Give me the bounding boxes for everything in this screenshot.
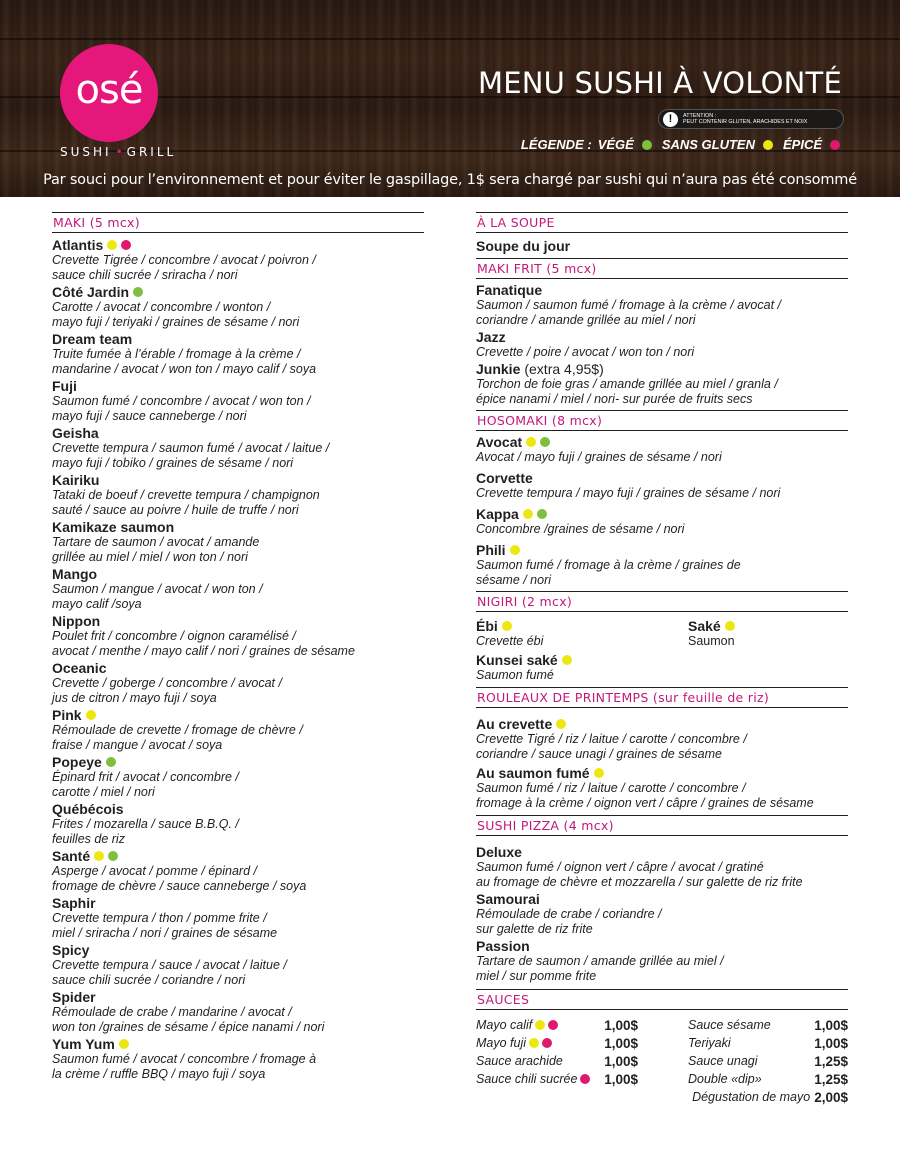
item-desc: Truite fumée à l’érable / fromage à la crème / mandarine / avocat / won ton / mayo calif / soya	[52, 347, 317, 376]
sauce-name: Mayo fuji	[476, 1036, 552, 1050]
section-soupe: À LA SOUPE	[476, 212, 848, 233]
list-item	[52, 566, 424, 612]
sauce-name: Sauce unagi	[688, 1054, 758, 1068]
list-item	[476, 361, 848, 407]
sauce-name: Double «dip»	[688, 1072, 762, 1086]
right-column	[476, 212, 848, 1106]
section-rouleaux: ROULEAUX DE PRINTEMPS (sur feuille de riz)	[476, 687, 848, 708]
environment-note: Par souci pour l’environnement et pour éviter le gaspillage, 1$ sera chargé par sushi qui n’aura pas été consommé	[43, 172, 857, 188]
item-desc: Rémoulade de crabe / coriandre / sur galette de riz frite	[476, 907, 662, 936]
gluten-free-dot-icon	[725, 621, 735, 631]
item-name: Fuji	[52, 378, 77, 394]
item-name: Phili	[476, 542, 848, 558]
item-desc: Rémoulade de crabe / mandarine / avocat / won ton /graines de sésame / épice nanami / nori	[52, 1005, 325, 1034]
sauce-row	[476, 1016, 688, 1034]
spicy-dot-icon	[830, 140, 840, 150]
list-item: Au crevette Crevette Tigré / riz / laitue / carotte / concombre / coriandre / sauce unagi / graines de sésame	[476, 716, 747, 761]
hosomaki-list	[476, 431, 848, 588]
item-name: Kappa	[476, 506, 848, 522]
logo	[60, 44, 158, 142]
list-item	[52, 848, 424, 894]
section-maki-frit: MAKI FRIT (5 mcx)	[476, 258, 848, 279]
item-desc: Crevette tempura / mayo fuji / graines de sésame / nori	[476, 486, 781, 500]
rouleaux-list	[476, 708, 848, 811]
soupe-item: Soupe du jour	[476, 238, 571, 254]
sauce-name: Sauce arachide	[476, 1054, 563, 1068]
item-name: Pink	[52, 707, 424, 723]
list-item	[476, 282, 848, 328]
item-name: Jazz	[476, 329, 506, 345]
sauce-name: Teriyaki	[688, 1036, 731, 1050]
item-desc: Saumon / saumon fumé / fromage à la crème / avocat / coriandre / amande grillée au miel / nori	[476, 298, 782, 327]
item-name: Avocat	[476, 434, 848, 450]
item-name: Passion	[476, 938, 530, 954]
list-item	[476, 470, 848, 501]
item-desc: Tartare de saumon / amande grillée au miel / miel / sur pomme frite	[476, 954, 724, 983]
logo-subtitle: SUSHI • GRILL	[60, 145, 177, 159]
section-maki: MAKI (5 mcx)	[52, 212, 424, 233]
sushi-pizza-list	[476, 836, 848, 984]
item-desc: Frites / mozarella / sauce B.B.Q. / feuilles de riz	[52, 817, 239, 846]
item-desc: Crevette / poire / avocat / won ton / nori	[476, 345, 695, 359]
gluten-free-dot-icon	[502, 621, 512, 631]
item-desc: Saumon fumé / fromage à la crème / graines de sésame / nori	[476, 558, 741, 587]
item-name: Québécois	[52, 801, 124, 817]
item-name: Santé	[52, 848, 424, 864]
legend: LÉGENDE : VÉGÉ SANS GLUTEN ÉPICÉ	[521, 137, 844, 152]
list-item	[52, 284, 424, 330]
sauce-row	[688, 1070, 848, 1088]
gluten-free-dot-icon	[535, 1020, 545, 1030]
list-item	[52, 472, 424, 518]
left-column	[52, 212, 424, 1083]
gluten-free-dot-icon	[94, 851, 104, 861]
vege-dot-icon	[537, 509, 547, 519]
item-desc: Saumon fumé / avocat / concombre / fromage à la crème / ruffle BBQ / mayo fuji / soya	[52, 1052, 317, 1081]
list-item	[52, 660, 424, 706]
gluten-free-dot-icon	[119, 1039, 129, 1049]
gluten-free-dot-icon	[594, 768, 604, 778]
item-name: Junkie (extra 4,95$)	[476, 361, 604, 377]
item-name: Corvette	[476, 470, 533, 486]
gluten-free-dot-icon	[86, 710, 96, 720]
item-desc: Tataki de boeuf / crevette tempura / champignon sauté / sauce au poivre / huile de truffe / nori	[52, 488, 320, 517]
item-desc: Saumon / mangue / avocat / won ton / mayo calif /soya	[52, 582, 263, 611]
list-item	[476, 506, 848, 537]
item-desc: Poulet frit / concombre / oignon caramélisé / avocat / menthe / mayo calif / nori / graines de sésame	[52, 629, 355, 658]
sauce-name: Sauce chili sucrée	[476, 1072, 590, 1086]
item-name: Dream team	[52, 331, 133, 347]
item-name: Côté Jardin	[52, 284, 424, 300]
list-item	[52, 942, 424, 988]
spicy-dot-icon	[542, 1038, 552, 1048]
list-item	[52, 425, 424, 471]
gluten-free-dot-icon	[562, 655, 572, 665]
item-name: Geisha	[52, 425, 99, 441]
list-item	[52, 754, 424, 800]
list-item	[476, 434, 848, 465]
item-desc: Saumon fumé / oignon vert / câpre / avocat / gratiné au fromage de chèvre et mozzarella / sur galette de riz frite	[476, 860, 803, 889]
list-item	[52, 237, 424, 283]
list-item	[52, 519, 424, 565]
section-hosomaki: HOSOMAKI (8 mcx)	[476, 410, 848, 431]
vege-dot-icon	[133, 287, 143, 297]
item-name: Saphir	[52, 895, 96, 911]
item-desc: Avocat / mayo fuji / graines de sésame / nori	[476, 450, 722, 464]
list-item	[52, 613, 424, 659]
item-name: Deluxe	[476, 844, 522, 860]
maki-list	[52, 233, 424, 1082]
sauce-row	[688, 1016, 848, 1034]
list-item	[52, 895, 424, 941]
menu-title: MENU SUSHI À VOLONTÉ	[478, 66, 842, 100]
item-name: Spicy	[52, 942, 90, 958]
sauce-row	[476, 1034, 688, 1052]
item-desc: Crevette tempura / thon / pomme frite / miel / sriracha / nori / graines de sésame	[52, 911, 278, 940]
list-item	[52, 1036, 424, 1082]
gluten-free-dot-icon	[763, 140, 773, 150]
list-item: Ébi Crevette ébi	[476, 618, 544, 648]
item-name: Fanatique	[476, 282, 543, 298]
list-item	[476, 844, 848, 890]
gluten-free-dot-icon	[556, 719, 566, 729]
list-item	[476, 891, 848, 937]
sauce-price: 1,00$	[604, 1017, 638, 1033]
sauce-price: 1,25$	[814, 1071, 848, 1087]
section-sauces: SAUCES	[476, 989, 848, 1010]
item-name: Spider	[52, 989, 96, 1005]
sauce-price: 1,00$	[604, 1035, 638, 1051]
list-item: Au saumon fumé Saumon fumé / riz / laitue / carotte / concombre / fromage à la crème / oignon vert / câpre / graines de sésame	[476, 765, 814, 810]
item-desc: Crevette tempura / sauce / avocat / laitue / sauce chili sucrée / coriandre / nori	[52, 958, 287, 987]
item-desc: Crevette / goberge / concombre / avocat / jus de citron / mayo fuji / soya	[52, 676, 282, 705]
list-item	[476, 542, 848, 588]
list-item: Saké Saumon	[688, 618, 735, 648]
list-item	[52, 331, 424, 377]
warning-icon: !	[663, 112, 678, 127]
item-desc: Carotte / avocat / concombre / wonton / mayo fuji / teriyaki / graines de sésame / nori	[52, 300, 300, 329]
sauce-price: 1,00$	[604, 1053, 638, 1069]
item-desc: Crevette Tigrée / concombre / avocat / poivron / sauce chili sucrée / sriracha / nori	[52, 253, 316, 282]
sauce-price: 1,00$	[814, 1035, 848, 1051]
sauce-row	[688, 1052, 848, 1070]
item-name: Kairiku	[52, 472, 100, 488]
sauce-price: 1,00$	[604, 1071, 638, 1087]
item-extra: (extra 4,95$)	[524, 361, 604, 377]
sauce-row	[688, 1034, 848, 1052]
item-name: Samourai	[476, 891, 540, 907]
vege-dot-icon	[642, 140, 652, 150]
sauce-row	[476, 1052, 688, 1070]
section-sushi-pizza: SUSHI PIZZA (4 mcx)	[476, 815, 848, 836]
vege-dot-icon	[108, 851, 118, 861]
item-desc: Rémoulade de crevette / fromage de chèvre / fraise / mangue / avocat / soya	[52, 723, 303, 752]
spicy-dot-icon	[580, 1074, 590, 1084]
sauces-list	[476, 1010, 848, 1088]
maki-frit-list	[476, 279, 848, 407]
spicy-dot-icon	[121, 240, 131, 250]
item-desc: Crevette tempura / saumon fumé / avocat / laitue / mayo fuji / tobiko / graines de sésame / nori	[52, 441, 330, 470]
spicy-dot-icon	[548, 1020, 558, 1030]
item-name: Yum Yum	[52, 1036, 424, 1052]
item-name: Popeye	[52, 754, 424, 770]
item-desc: Concombre /graines de sésame / nori	[476, 522, 685, 536]
vege-dot-icon	[540, 437, 550, 447]
sauce-row	[476, 1070, 688, 1088]
item-desc: Asperge / avocat / pomme / épinard / fromage de chèvre / sauce canneberge / soya	[52, 864, 307, 893]
sauce-name: Mayo calif	[476, 1018, 558, 1032]
gluten-free-dot-icon	[107, 240, 117, 250]
nigiri-list	[476, 612, 848, 683]
gluten-free-dot-icon	[526, 437, 536, 447]
gluten-free-dot-icon	[510, 545, 520, 555]
list-item: Kunsei saké Saumon fumé	[476, 652, 688, 683]
item-name: Mango	[52, 566, 98, 582]
gluten-free-dot-icon	[523, 509, 533, 519]
item-name: Nippon	[52, 613, 101, 629]
item-name: Atlantis	[52, 237, 424, 253]
allergy-warning: ! ATTENTION : PEUT CONTENIR GLUTEN, ARACHIDES ET NOIX	[658, 109, 844, 129]
sauce-price: 1,25$	[814, 1053, 848, 1069]
vege-dot-icon	[106, 757, 116, 767]
sauce-price: 1,00$	[814, 1017, 848, 1033]
list-item	[52, 801, 424, 847]
list-item	[52, 989, 424, 1035]
list-item	[52, 378, 424, 424]
item-desc: Épinard frit / avocat / concombre / carotte / miel / nori	[52, 770, 239, 799]
section-nigiri: NIGIRI (2 mcx)	[476, 591, 848, 612]
item-name: Kamikaze saumon	[52, 519, 175, 535]
gluten-free-dot-icon	[529, 1038, 539, 1048]
list-item	[52, 707, 424, 753]
list-item	[476, 329, 848, 360]
sauce-name: Sauce sésame	[688, 1018, 771, 1032]
list-item	[476, 938, 848, 984]
logo-text: osé	[75, 67, 143, 113]
item-desc: Torchon de foie gras / amande grillée au miel / granla / épice nanami / miel / nori- sur purée de fruits secs	[476, 377, 778, 406]
item-desc: Tartare de saumon / avocat / amande grillée au miel / miel / won ton / nori	[52, 535, 260, 564]
header-banner	[0, 0, 900, 197]
item-desc: Saumon fumé / concombre / avocat / won ton / mayo fuji / sauce canneberge / nori	[52, 394, 311, 423]
item-name: Oceanic	[52, 660, 107, 676]
sauce-row: Dégustation de mayo 2,00$	[692, 1089, 848, 1105]
